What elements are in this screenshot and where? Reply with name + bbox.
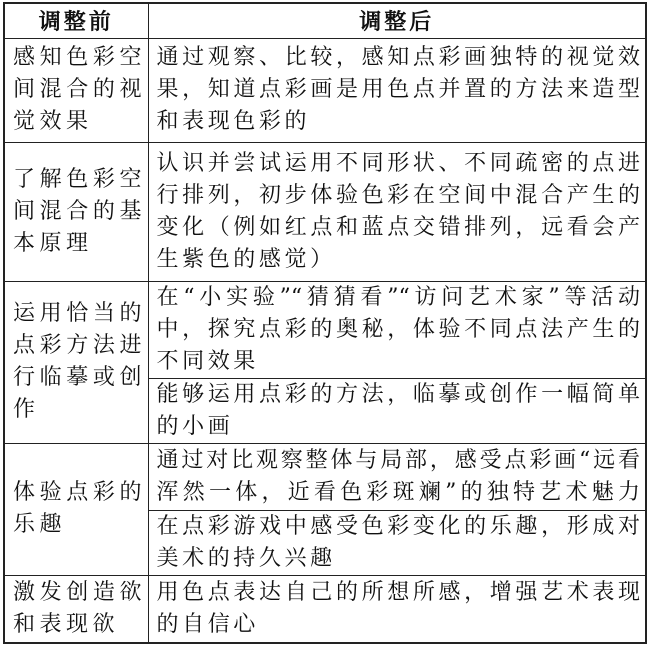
cell-line: 和表现色彩的 [156,109,311,134]
cell-line: 和表现欲 [13,611,120,637]
table-row [4,281,646,378]
cell-line: 乐趣 [13,512,67,537]
table-row [4,443,646,510]
cell-line: 通过观察、比较，感知点彩画独特的视觉效 [156,45,640,70]
cell-line: 体验点彩的 [13,480,142,505]
before-cell [4,38,148,142]
cell-line: 行临摹或创 [13,365,142,390]
table-row [4,142,646,281]
cell-line: 作 [13,397,40,422]
cell-line: 间混合的基 [13,198,142,224]
cell-line: 的小画 [156,413,234,439]
cell-line: 行排列，初步体验色彩在空间中混合产生的 [156,182,640,208]
header-row [4,3,646,38]
cell-line: 认识并尝试运用不同形状、不同疏密的点进 [156,150,640,176]
header-before: 调整前 [4,3,148,38]
after-cell [148,378,646,443]
cell-line: 在“小实验”“猜猜看”“访问艺术家”等活动 [156,284,640,310]
cell-line: 运用恰当的 [13,301,142,326]
cell-line: 用色点表达自己的所想所感，增强艺术表现 [156,579,640,605]
after-cell [148,38,646,142]
cell-line: 间混合的视 [13,77,142,102]
cell-line: 能够运用点彩的方法，临摹或创作一幅简单 [156,381,640,407]
after-cell [148,281,646,378]
after-cell [148,575,646,643]
after-cell [148,510,646,575]
cell-line: 变化（例如红点和蓝点交错排列，远看会产 [156,214,640,240]
cell-line: 的自信心 [156,611,259,637]
cell-line: 在点彩游戏中感受色彩变化的乐趣，形成对 [156,513,640,539]
before-cell [4,575,148,643]
cell-line: 不同效果 [156,348,259,374]
before-cell [4,142,148,281]
cell-line: 点彩方法进 [13,333,142,358]
cell-line: 激发创造欲 [13,579,142,605]
table-row [4,575,646,643]
cell-line: 中，探究点彩的奥秘，体验不同点法产生的 [156,316,640,342]
cell-line: 感知色彩空 [13,45,142,70]
before-cell [4,443,148,575]
cell-line: 美术的持久兴趣 [156,545,336,571]
cell-line: 生紫色的感觉） [156,246,336,272]
cell-line: 本原理 [13,230,93,256]
cell-line: 浑然一体，近看色彩斑斓”的独特艺术魅力 [156,479,640,505]
comparison-table [3,2,647,644]
cell-line: 通过对比观察整体与局部，感受点彩画“远看 [156,447,640,473]
cell-line: 了解色彩空 [13,166,142,192]
cell-line: 觉效果 [13,109,93,134]
cell-line: 果，知道点彩画是用色点并置的方法来造型 [156,77,640,102]
after-cell [148,443,646,510]
after-cell [148,142,646,281]
header-after: 调整后 [148,3,646,38]
before-cell [4,281,148,443]
table-row [4,38,646,142]
